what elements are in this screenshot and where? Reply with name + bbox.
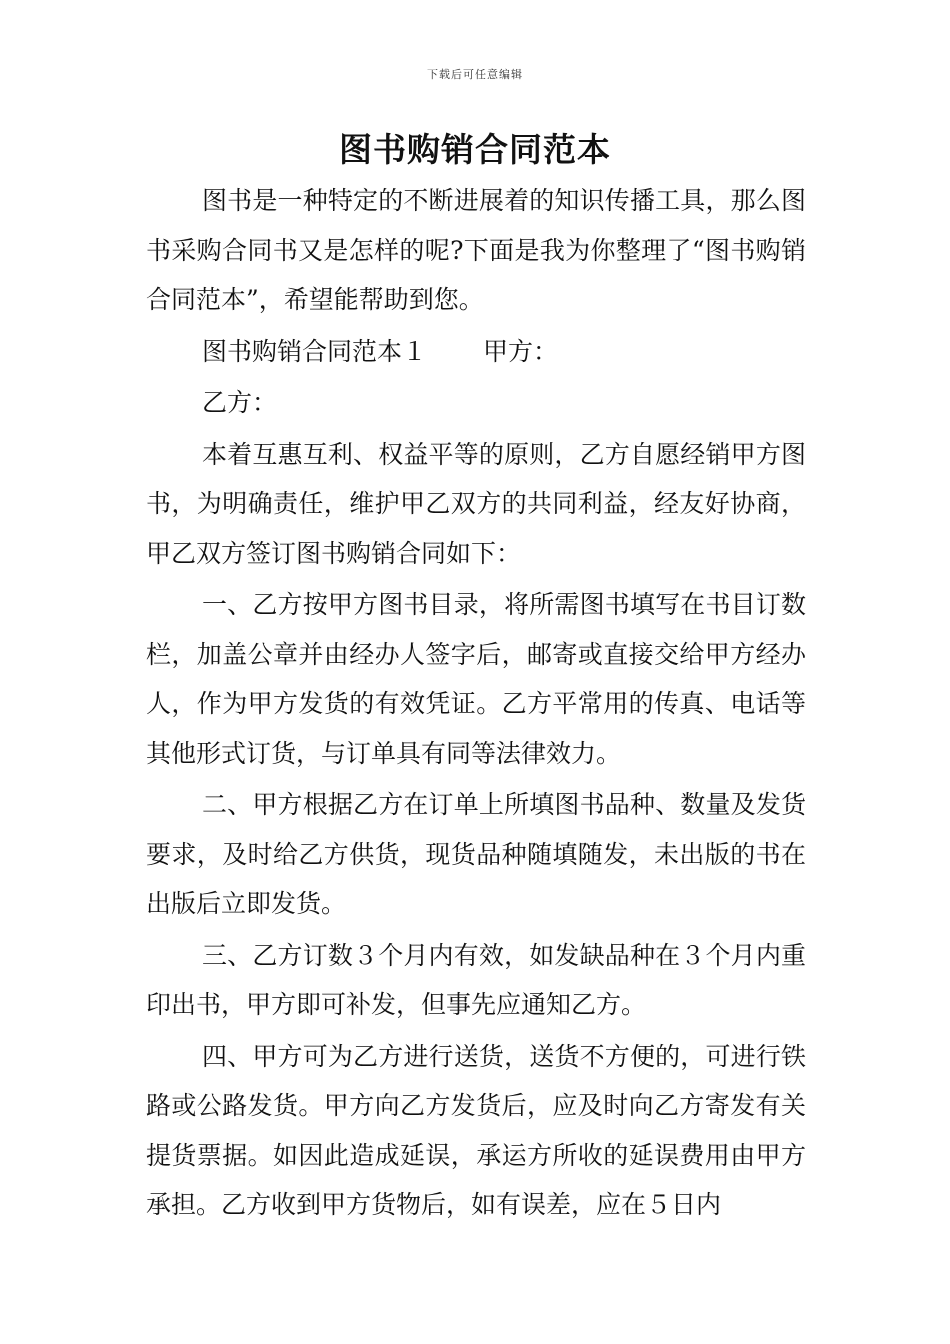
party-b-label: 乙方： (202, 388, 278, 417)
document-title: 图书购销合同范本 (339, 130, 611, 169)
intro-paragraph: 图书是一种特定的不断进展着的知识传播工具，那么图书采购合同书又是怎样的呢?下面是我为你整理了“图书购销合同范本”，希望能帮助到您。 (146, 186, 806, 314)
page-header-note: 下载后可任意编辑 (427, 68, 523, 81)
contract-heading-line (146, 327, 806, 377)
clause-2: 二、甲方根据乙方在订单上所填图书品种、数量及发货要求，及时给乙方供货，现货品种随填随发，未出版的书在出版后立即发货。 (146, 790, 806, 918)
party-a-label: 甲方： (483, 336, 559, 366)
contract-subtitle: 图书购销合同范本１ (202, 336, 428, 366)
clause-4: 四、甲方可为乙方进行送货，送货不方便的，可进行铁路或公路发货。甲方向乙方发货后，应及时向乙方寄发有关提货票据。如因此造成延误，承运方所收的延误费用由甲方承担。乙方收到甲方货物后，如有误差，应在５日内 (146, 1041, 806, 1219)
preamble-paragraph: 本着互惠互利、权益平等的原则，乙方自愿经销甲方图书，为明确责任，维护甲乙双方的共同利益，经友好协商，甲乙双方签订图书购销合同如下： (146, 439, 806, 568)
clause-1: 一、乙方按甲方图书目录，将所需图书填写在书目订数栏，加盖公章并由经办人签字后，邮寄或直接交给甲方经办人，作为甲方发货的有效凭证。乙方平常用的传真、电话等其他形式订货，与订单具有同等法律效力。 (146, 590, 806, 768)
document-body (146, 176, 806, 1230)
clause-3: 三、乙方订数３个月内有效，如发缺品种在３个月内重印出书，甲方即可补发，但事先应通知乙方。 (146, 940, 806, 1019)
